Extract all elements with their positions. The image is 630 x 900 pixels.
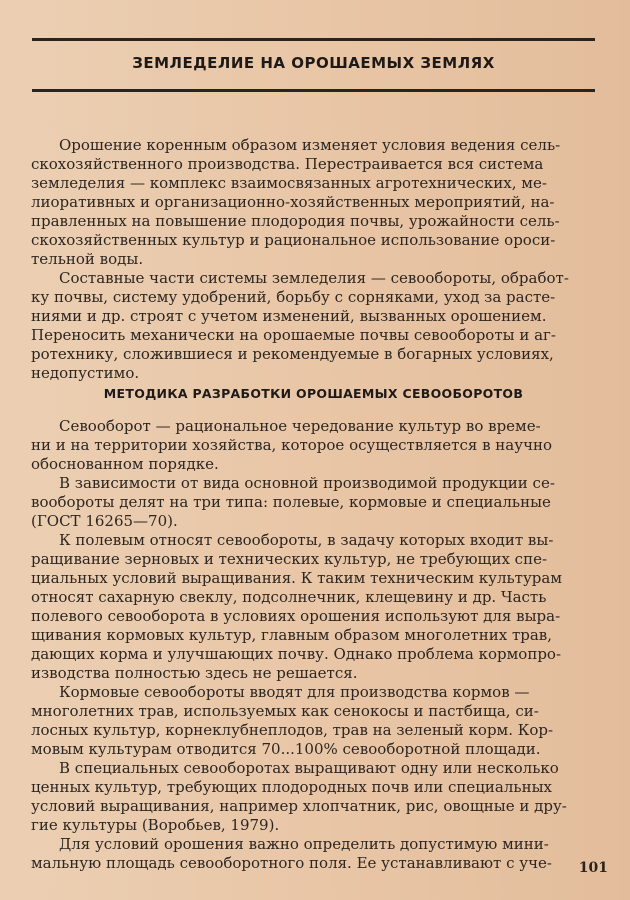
text-line: земледелия — комплекс взаимосвязанных агротехнических, ме- <box>31 174 547 192</box>
section-text <box>31 417 596 873</box>
top-rule <box>32 38 595 41</box>
text-line: Переносить механически на орошаемые почвы севообороты и аг- <box>31 326 556 344</box>
text-line: гие культуры (Воробьев, 1979). <box>31 816 280 834</box>
text-line: скохозяйственного производства. Перестраивается вся система <box>31 155 544 173</box>
text-line: В зависимости от вида основной производимой продукции се- <box>59 474 555 492</box>
text-line: Орошение коренным образом изменяет условия ведения сель- <box>59 136 561 154</box>
text-line: изводства полностью здесь не решается. <box>31 664 358 682</box>
bottom-rule <box>32 89 595 92</box>
section-title: МЕТОДИКА РАЗРАБОТКИ ОРОШАЕМЫХ СЕВООБОРОТОВ <box>103 386 524 401</box>
text-line: ку почвы, систему удобрений, борьбу с сорняками, уход за расте- <box>31 288 556 306</box>
text-line: Для условий орошения важно определить допустимую мини- <box>59 835 549 853</box>
text-line: Составные части системы земледелия — севообороты, обработ- <box>59 269 569 287</box>
text-line: полевого севооборота в условиях орошения используют для выра- <box>31 607 561 625</box>
page-number: 101 <box>578 860 608 876</box>
text-line: многолетних трав, используемых как сенокосы и пастбища, си- <box>31 702 539 720</box>
text-line: (ГОСТ 16265—70). <box>31 512 178 530</box>
text-line: В специальных севооборотах выращивают одну или несколько <box>59 759 559 777</box>
text-line: обоснованном порядке. <box>31 455 219 473</box>
text-line: ротехнику, сложившиеся и рекомендуемые в богарных условиях, <box>31 345 554 363</box>
text-line: лиоративных и организационно-хозяйственных мероприятий, на- <box>31 193 555 211</box>
text-line: циальных условий выращивания. К таким техническим культурам <box>31 569 562 587</box>
text-line: вообороты делят на три типа: полевые, кормовые и специальные <box>31 493 551 511</box>
text-line: К полевым относят севообороты, в задачу которых входит вы- <box>59 531 554 549</box>
text-line: ценных культур, требующих плодородных почв или специальных <box>31 778 552 796</box>
text-line: Кормовые севообороты вводят для производства кормов — <box>59 683 530 701</box>
text-line: ращивание зерновых и технических культур, не требующих спе- <box>31 550 548 568</box>
text-line: условий выращивания, например хлопчатник, рис, овощные и дру- <box>31 797 567 815</box>
text-line: скохозяйственных культур и рациональное использование ороси- <box>31 231 556 249</box>
text-line: мовым культурам отводится 70...100% севооборотной площади. <box>31 740 541 758</box>
text-line: лосных культур, корнеклубнеплодов, трав на зеленый корм. Кор- <box>31 721 554 739</box>
text-line: дающих корма и улучшающих почву. Однако проблема кормопро- <box>31 645 562 663</box>
text-line: относят сахарную свеклу, подсолнечник, клещевину и др. Часть <box>31 588 547 606</box>
text-line: мальную площадь севооборотного поля. Ее устанавливают с уче- <box>31 854 552 872</box>
text-line: правленных на повышение плодородия почвы, урожайности сель- <box>31 212 560 230</box>
intro-text <box>31 136 596 383</box>
text-line: ни и на территории хозяйства, которое осуществляется в научно <box>31 436 553 454</box>
chapter-title: ЗЕМЛЕДЕЛИЕ НА ОРОШАЕМЫХ ЗЕМЛЯХ <box>132 54 495 72</box>
text-line: Севооборот — рациональное чередование культур во време- <box>59 417 541 435</box>
text-line: тельной воды. <box>31 250 144 268</box>
text-line: недопустимо. <box>31 364 140 382</box>
text-line: ниями и др. строят с учетом изменений, вызванных орошением. <box>31 307 547 325</box>
text-line: щивания кормовых культур, главным образом многолетних трав, <box>31 626 553 644</box>
